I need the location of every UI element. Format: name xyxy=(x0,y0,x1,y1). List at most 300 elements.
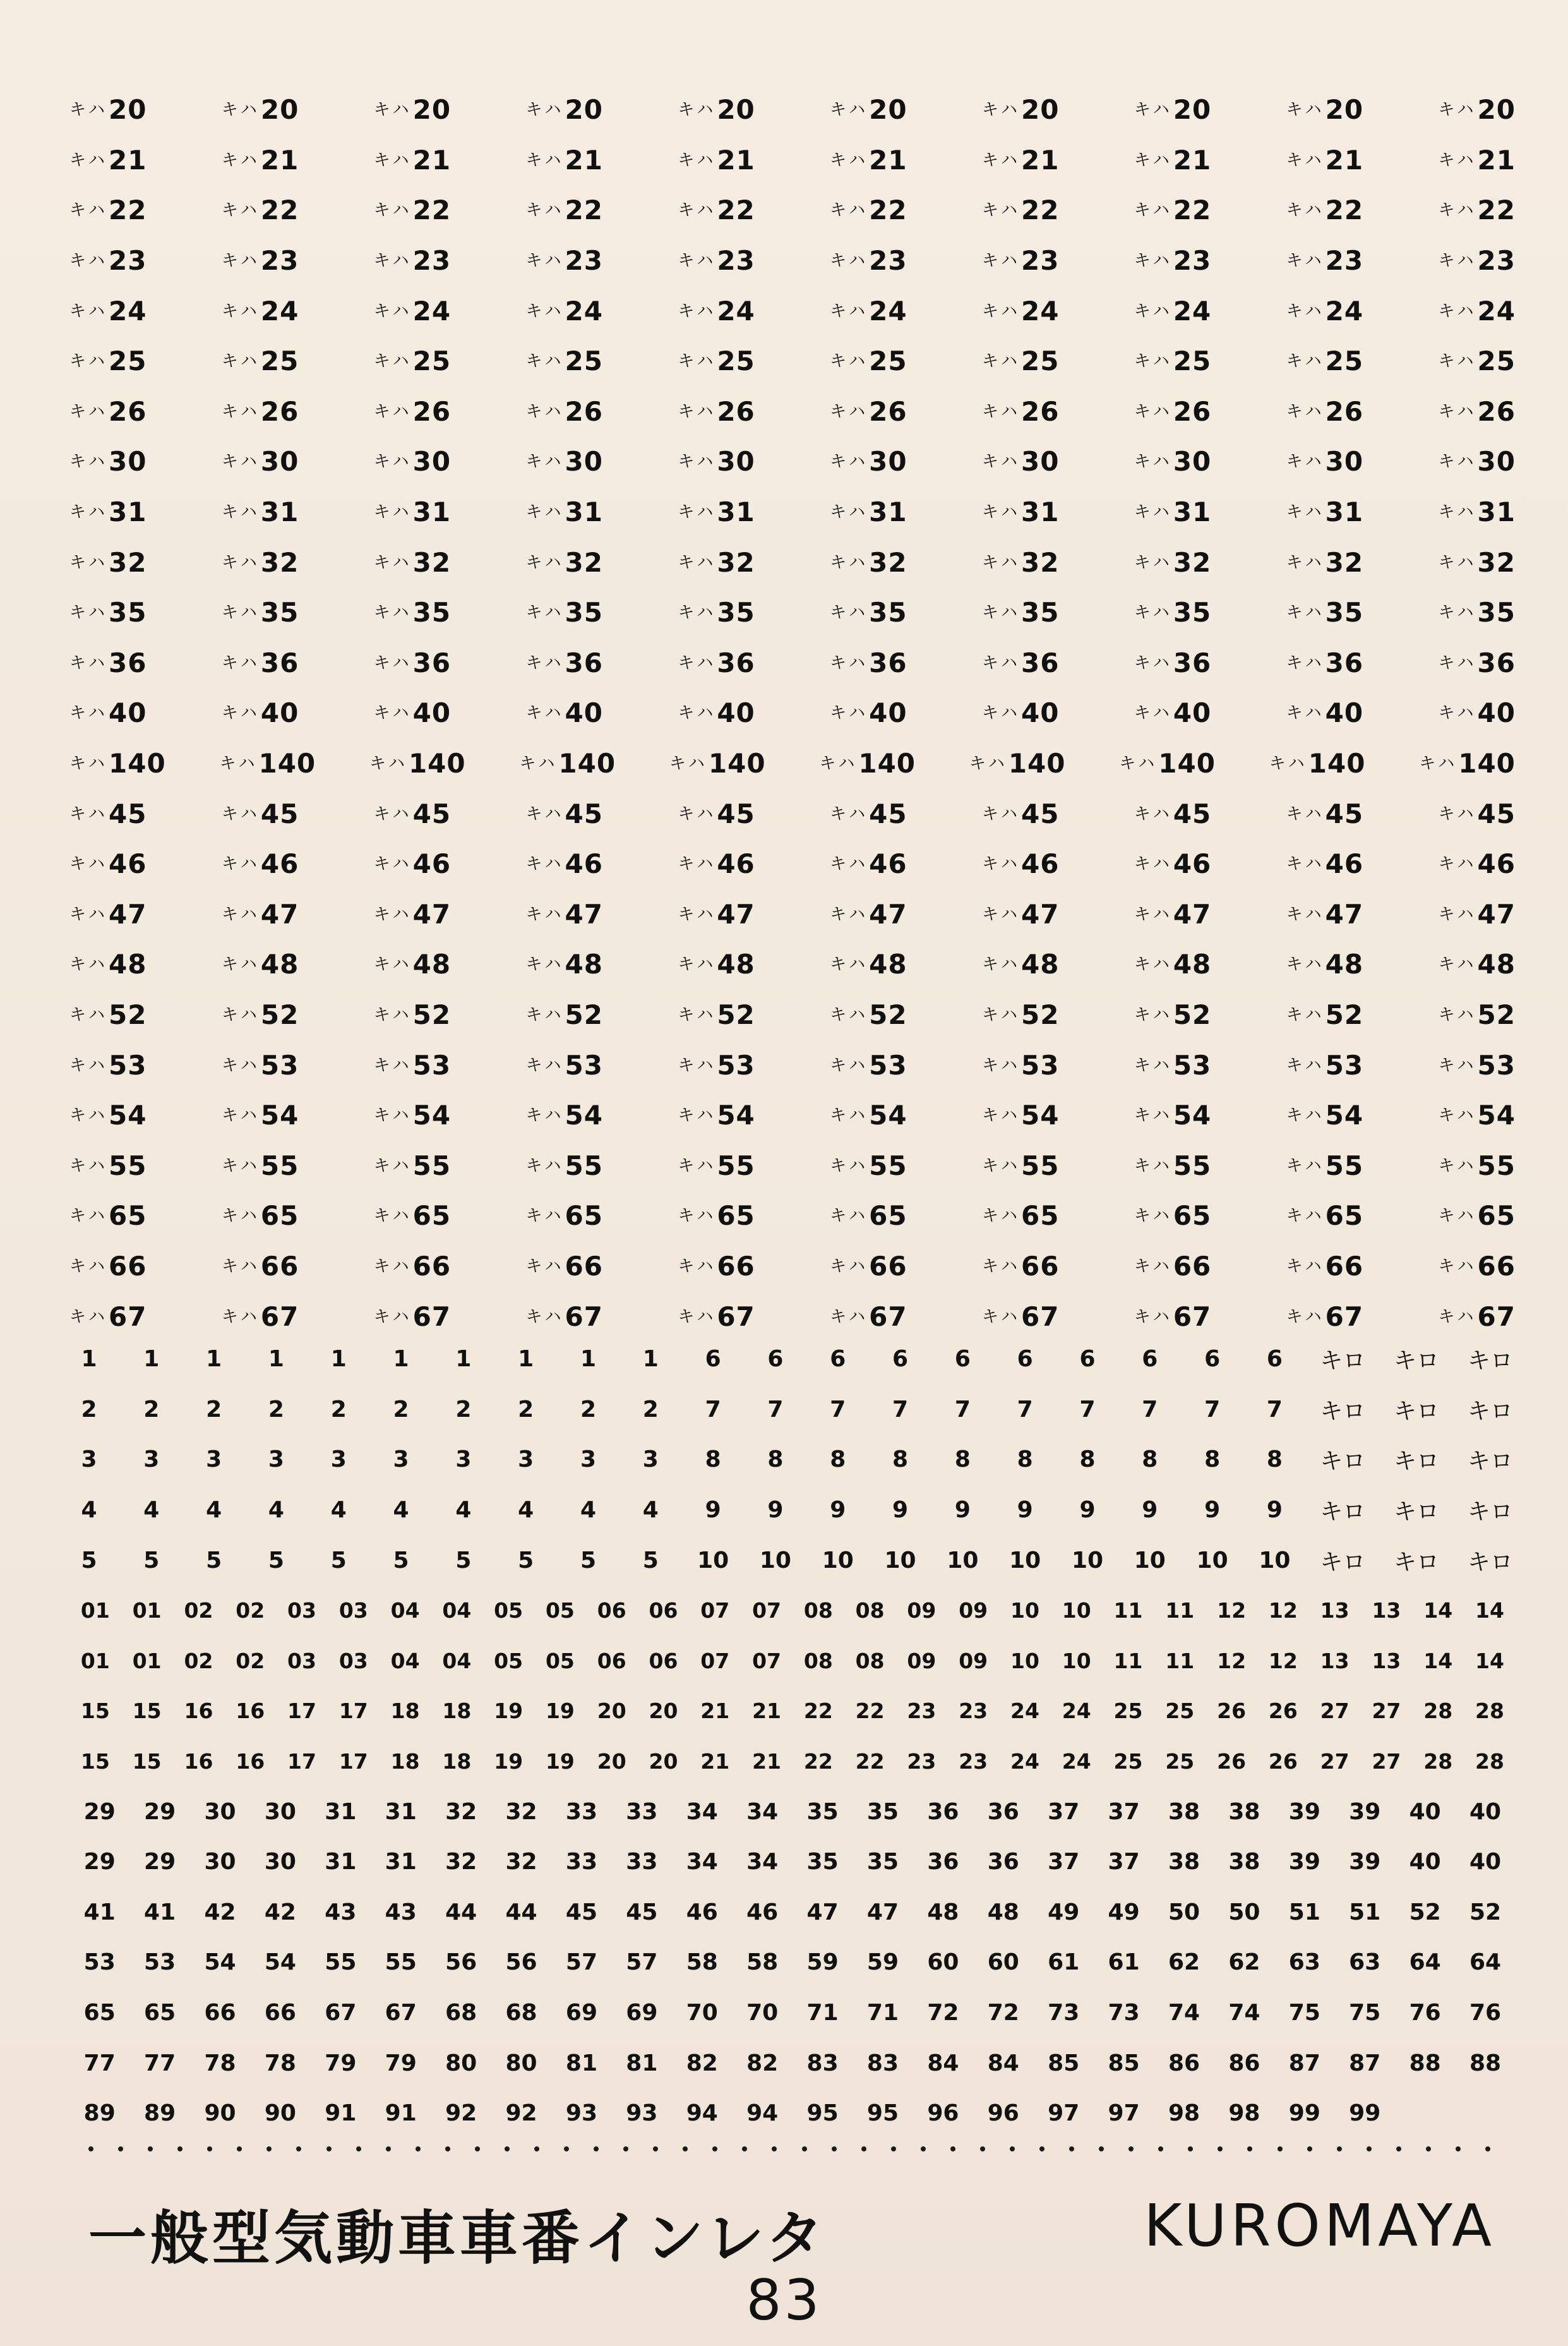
digit-decal: 5 xyxy=(393,1547,409,1573)
number-decal: 21 xyxy=(752,1749,782,1774)
number-decal: 41 xyxy=(83,1899,116,1925)
kiha-decal xyxy=(830,848,907,879)
kiha-model-number: 140 xyxy=(1458,748,1516,779)
kiha-prefix: キハ xyxy=(1134,553,1172,572)
kiha-model-number: 25 xyxy=(412,346,452,377)
kiha-decal xyxy=(1134,697,1211,728)
number-decal: 36 xyxy=(927,1849,959,1875)
number-decal: 68 xyxy=(505,2000,537,2026)
kiha-decal xyxy=(1286,195,1363,226)
kiha-prefix: キハ xyxy=(1286,150,1324,170)
number-decal: 50 xyxy=(1168,1899,1200,1925)
kiha-prefix: キハ xyxy=(525,251,564,271)
digit-decal: 6 xyxy=(1204,1346,1221,1373)
number-decal: 03 xyxy=(287,1598,316,1623)
number-decal: 75 xyxy=(1349,2000,1381,2026)
number-decal: 64 xyxy=(1469,1949,1502,1976)
kiha-prefix: キハ xyxy=(1438,100,1476,120)
kiha-decal xyxy=(1134,1251,1211,1282)
kiha-model-number: 35 xyxy=(412,597,452,629)
kiha-model-number: 55 xyxy=(1020,1150,1060,1181)
kiha-decal xyxy=(369,748,466,779)
kiha-model-number: 30 xyxy=(412,446,452,478)
kiha-row xyxy=(69,185,1516,236)
kiha-model-number: 31 xyxy=(1477,496,1516,528)
kiha-prefix: キハ xyxy=(221,603,260,623)
kiha-prefix: キハ xyxy=(830,1106,868,1126)
number-decal: 12 xyxy=(1268,1648,1298,1673)
number-decal: 39 xyxy=(1288,1798,1320,1825)
number-decal: 10 xyxy=(1062,1648,1091,1673)
kiha-prefix: キハ xyxy=(678,955,716,975)
kiha-prefix: キハ xyxy=(1438,955,1476,975)
kiha-prefix: キハ xyxy=(69,352,108,371)
number-decal: 77 xyxy=(144,2050,176,2076)
kiha-decal xyxy=(830,446,907,477)
number-decal: 26 xyxy=(1268,1749,1298,1774)
kiha-model-number: 140 xyxy=(109,748,166,779)
kiha-decal xyxy=(982,1251,1059,1282)
number-decal: 02 xyxy=(236,1598,265,1623)
kiha-model-number: 48 xyxy=(412,949,452,980)
kiha-decal xyxy=(830,296,907,327)
kiha-model-number: 23 xyxy=(412,245,452,277)
digit-decal: 3 xyxy=(580,1447,597,1473)
number-decal: 67 xyxy=(325,2000,357,2026)
number-decal: 20 xyxy=(597,1749,626,1774)
number-decal: 30 xyxy=(264,1798,296,1825)
number-decal: 29 xyxy=(144,1849,176,1875)
number-decal: 31 xyxy=(325,1798,357,1825)
digit-decal: 5 xyxy=(518,1547,534,1573)
kiha-decal xyxy=(982,496,1059,527)
kiha-prefix: キハ xyxy=(981,1307,1020,1326)
kiha-decal xyxy=(1286,446,1363,477)
digit-decal: 10 xyxy=(1009,1547,1041,1573)
digit-decal: 4 xyxy=(455,1497,472,1524)
number-decal: 96 xyxy=(927,2100,959,2127)
kiha-decal xyxy=(982,1301,1059,1332)
number-decal: 74 xyxy=(1168,2000,1200,2026)
separator-dot xyxy=(772,2146,777,2151)
kiha-decal xyxy=(1134,999,1211,1030)
single-digit-row xyxy=(69,1334,1516,1385)
single-digit-grid xyxy=(69,1334,1516,1585)
kiha-prefix: キハ xyxy=(678,100,716,120)
kiha-decal xyxy=(222,848,299,879)
digit-decal: 2 xyxy=(143,1396,160,1423)
kiha-decal xyxy=(525,1301,602,1332)
kiha-prefix: キハ xyxy=(373,150,412,170)
kiha-model-number: 30 xyxy=(1477,446,1516,478)
kiha-model-number: 32 xyxy=(412,546,452,578)
kiha-prefix: キハ xyxy=(373,402,412,421)
number-decal: 48 xyxy=(927,1899,959,1925)
kiha-prefix: キハ xyxy=(830,855,868,874)
number-decal: 30 xyxy=(204,1798,236,1825)
digit-decal: 10 xyxy=(697,1547,729,1573)
kiha-row xyxy=(69,788,1516,839)
kiha-decal xyxy=(982,245,1059,276)
kiha-decal xyxy=(1438,346,1515,376)
kiha-prefix: キハ xyxy=(373,905,412,924)
digit-decal: 5 xyxy=(580,1547,597,1573)
kiha-model-number: 140 xyxy=(558,748,616,779)
kiha-decal xyxy=(222,1150,299,1181)
kiha-prefix: キハ xyxy=(1438,1307,1476,1326)
kiha-model-number: 45 xyxy=(717,798,755,829)
digit-decal: 5 xyxy=(642,1547,659,1573)
number-decal: 25 xyxy=(1165,1699,1195,1724)
number-decal: 07 xyxy=(700,1598,730,1623)
kiha-model-number: 30 xyxy=(869,446,907,478)
kiha-model-number: 20 xyxy=(260,94,299,126)
kiha-decal xyxy=(69,195,147,226)
number-decal: 17 xyxy=(287,1749,316,1774)
kiha-prefix: キハ xyxy=(525,402,564,421)
kiha-model-number: 40 xyxy=(565,697,603,729)
kiha-decal xyxy=(830,1251,907,1282)
kiha-model-number: 53 xyxy=(109,1049,147,1081)
kiro-decal: キロ xyxy=(1467,1448,1513,1475)
kiha-model-number: 31 xyxy=(1173,496,1212,528)
kiha-model-number: 21 xyxy=(260,144,299,176)
kiha-prefix: キハ xyxy=(525,955,564,975)
kiha-decal xyxy=(374,346,451,376)
kiha-prefix: キハ xyxy=(669,754,707,774)
number-decal: 26 xyxy=(1217,1699,1247,1724)
kiha-model-number: 30 xyxy=(1173,446,1212,478)
number-decal: 77 xyxy=(83,2050,116,2076)
kiha-decal xyxy=(525,446,602,477)
number-decal: 32 xyxy=(505,1798,537,1825)
kiha-decal xyxy=(525,949,602,980)
kiha-model-number: 32 xyxy=(109,546,147,578)
kiha-model-number: 65 xyxy=(1325,1200,1364,1232)
kiha-decal xyxy=(1438,999,1515,1030)
kiha-decal xyxy=(222,245,299,276)
kiha-decal xyxy=(830,899,907,930)
digit-decal: 7 xyxy=(954,1396,971,1423)
kiha-model-number: 25 xyxy=(1173,346,1212,377)
kiha-decal xyxy=(1286,1050,1363,1081)
number-decal: 29 xyxy=(144,1798,176,1825)
number-decal: 15 xyxy=(80,1749,110,1774)
digit-decal: 2 xyxy=(330,1396,347,1423)
kiha-prefix: キハ xyxy=(221,905,260,924)
kiha-model-number: 22 xyxy=(565,195,603,226)
kiha-decal xyxy=(1438,145,1515,176)
kiha-decal xyxy=(374,899,451,930)
number-decal: 54 xyxy=(264,1949,296,1976)
number-decal: 04 xyxy=(390,1598,420,1623)
digit-decal: 10 xyxy=(1071,1547,1104,1573)
number-decal: 08 xyxy=(855,1598,885,1623)
kiha-model-number: 52 xyxy=(1020,999,1060,1030)
kiha-decal xyxy=(374,94,451,125)
kiha-model-number: 36 xyxy=(869,647,907,678)
kiha-decal xyxy=(374,1050,451,1081)
kiha-prefix: キハ xyxy=(1286,1206,1324,1226)
kiha-decal xyxy=(1134,1100,1211,1131)
kiha-decal xyxy=(1286,1251,1363,1282)
number-decal: 21 xyxy=(700,1699,730,1724)
number-decal: 11 xyxy=(1165,1598,1195,1623)
kiha-decal xyxy=(69,647,147,678)
kiha-decal xyxy=(982,949,1059,980)
number-decal: 33 xyxy=(626,1849,658,1875)
kiha-decal xyxy=(1134,396,1211,427)
kiha-prefix: キハ xyxy=(69,251,108,271)
digit-decal: 1 xyxy=(518,1346,534,1373)
kiha-model-number: 55 xyxy=(109,1150,147,1181)
number-decal: 12 xyxy=(1268,1598,1298,1623)
number-decal: 39 xyxy=(1288,1849,1320,1875)
number-decal: 28 xyxy=(1423,1749,1453,1774)
number-decal: 34 xyxy=(746,1849,779,1875)
number-decal: 44 xyxy=(445,1899,477,1925)
kiha-model-number: 32 xyxy=(717,546,755,578)
kiha-decal xyxy=(678,999,755,1030)
kiha-model-number: 20 xyxy=(1325,94,1364,126)
kiha-prefix: キハ xyxy=(221,452,260,472)
number-decal: 39 xyxy=(1349,1798,1381,1825)
number-decal: 33 xyxy=(565,1798,597,1825)
kiha-model-number: 66 xyxy=(1020,1250,1060,1282)
kiha-decal xyxy=(374,195,451,226)
digit-decal: 5 xyxy=(330,1547,347,1573)
kiha-prefix: キハ xyxy=(373,603,412,623)
number-decal: 03 xyxy=(338,1648,368,1673)
kiha-prefix: キハ xyxy=(1134,251,1172,271)
kiha-row xyxy=(69,537,1516,587)
kiha-row xyxy=(69,839,1516,889)
kiha-model-number: 65 xyxy=(1477,1200,1516,1232)
kiha-prefix: キハ xyxy=(678,804,716,824)
kiha-model-number: 26 xyxy=(1477,395,1516,427)
number-decal: 66 xyxy=(264,2000,296,2026)
kiha-decal xyxy=(669,748,766,779)
kiha-prefix: キハ xyxy=(219,754,258,774)
number-decal: 80 xyxy=(505,2050,537,2076)
kiha-decal xyxy=(374,547,451,578)
kiha-model-number: 23 xyxy=(717,245,755,277)
number-decal: 20 xyxy=(649,1699,678,1724)
kiha-decal xyxy=(969,748,1066,779)
kiha-decal xyxy=(678,346,755,376)
kiha-model-number: 52 xyxy=(109,999,147,1030)
kiha-model-number: 65 xyxy=(869,1200,907,1232)
number-decal: 25 xyxy=(1113,1749,1143,1774)
digit-decal: 10 xyxy=(1134,1547,1166,1573)
digit-decal: 3 xyxy=(81,1447,97,1473)
brand-name: KUROMAYA xyxy=(1144,2192,1495,2259)
kiha-model-number: 20 xyxy=(412,94,452,126)
kiha-prefix: キハ xyxy=(1286,1156,1324,1176)
number-decal: 78 xyxy=(264,2050,296,2076)
digit-decal: 7 xyxy=(767,1396,784,1423)
kiha-prefix: キハ xyxy=(69,503,108,522)
number-decal: 35 xyxy=(806,1849,839,1875)
kiha-prefix: キハ xyxy=(69,804,108,824)
single-digit-row xyxy=(69,1435,1516,1485)
kiha-decal xyxy=(1286,1301,1363,1332)
kiha-decal xyxy=(678,245,755,276)
kiha-model-number: 36 xyxy=(1325,647,1364,678)
kiha-prefix: キハ xyxy=(678,1106,716,1126)
kiha-model-number: 54 xyxy=(260,1100,299,1131)
kiha-prefix: キハ xyxy=(525,603,564,623)
number-decal: 85 xyxy=(1048,2050,1080,2076)
kiha-model-number: 24 xyxy=(869,295,907,327)
kiha-decal xyxy=(1438,1150,1515,1181)
kiha-prefix: キハ xyxy=(1134,704,1172,723)
kiha-decal xyxy=(1119,748,1216,779)
kiro-decal: キロ xyxy=(1394,1549,1440,1575)
kiha-prefix: キハ xyxy=(69,704,108,723)
kiha-model-number: 45 xyxy=(260,798,299,829)
digit-decal: 7 xyxy=(1017,1396,1033,1423)
kiha-prefix: キハ xyxy=(678,553,716,572)
separator-dot xyxy=(207,2146,212,2151)
kiha-model-number: 40 xyxy=(717,697,755,729)
separator-dot xyxy=(177,2146,183,2151)
number-decal: 70 xyxy=(746,2000,779,2026)
kiha-prefix: キハ xyxy=(69,1156,108,1176)
kiha-model-number: 46 xyxy=(1477,848,1516,880)
kiha-prefix: キハ xyxy=(525,1005,564,1025)
separator-dot xyxy=(653,2146,658,2151)
number-decal: 59 xyxy=(806,1949,839,1976)
kiha-prefix: キハ xyxy=(678,503,716,522)
number-decal: 20 xyxy=(649,1749,678,1774)
kiha-row xyxy=(69,638,1516,689)
kiha-model-number: 45 xyxy=(1477,798,1516,829)
number-decal: 07 xyxy=(700,1648,730,1673)
kiha-prefix: キハ xyxy=(221,1106,260,1126)
kiha-prefix: キハ xyxy=(373,1056,412,1075)
digit-decal: 5 xyxy=(268,1547,284,1573)
digit-decal: 9 xyxy=(1079,1497,1096,1524)
kiha-model-number: 47 xyxy=(260,898,299,930)
separator-dot xyxy=(1128,2146,1134,2151)
kiro-decal: キロ xyxy=(1320,1348,1366,1375)
kiha-prefix: キハ xyxy=(981,905,1020,924)
number-decal: 65 xyxy=(144,2000,176,2026)
kiha-model-number: 23 xyxy=(1325,245,1364,277)
number-decal: 76 xyxy=(1409,2000,1441,2026)
number-decal: 17 xyxy=(338,1699,368,1724)
kiha-decal xyxy=(819,748,916,779)
kiha-prefix: キハ xyxy=(981,352,1020,371)
separator-dot xyxy=(1069,2146,1074,2151)
kiha-decal xyxy=(1134,1150,1211,1181)
digit-decal: 7 xyxy=(830,1396,846,1423)
kiha-prefix: キハ xyxy=(830,905,868,924)
kiha-decal xyxy=(1438,949,1515,980)
kiha-model-number: 20 xyxy=(717,94,755,126)
number-decal: 39 xyxy=(1349,1849,1381,1875)
number-pair-row xyxy=(69,1786,1516,1837)
kiha-decal xyxy=(525,1100,602,1131)
kiha-model-number: 35 xyxy=(260,597,299,629)
kiha-decal xyxy=(982,346,1059,376)
kiha-prefix: キハ xyxy=(1286,1056,1324,1075)
kiha-model-number: 45 xyxy=(565,798,603,829)
number-decal: 35 xyxy=(866,1849,899,1875)
number-decal: 01 xyxy=(132,1598,162,1623)
kiro-decal: キロ xyxy=(1320,1398,1366,1424)
kiha-prefix: キハ xyxy=(1134,100,1172,120)
kiha-prefix: キハ xyxy=(525,352,564,371)
kiha-decal xyxy=(222,296,299,327)
kiha-model-number: 24 xyxy=(1020,295,1060,327)
kiha-model-number: 36 xyxy=(1173,647,1212,678)
kiro-decal: キロ xyxy=(1467,1398,1513,1424)
kiha-model-number: 32 xyxy=(260,546,299,578)
kiha-prefix: キハ xyxy=(1286,1307,1324,1326)
kiha-model-number: 45 xyxy=(869,798,907,829)
kiha-decal xyxy=(1286,697,1363,728)
digit-decal: 6 xyxy=(892,1346,909,1373)
kiha-decal xyxy=(830,346,907,376)
kiha-prefix: キハ xyxy=(525,452,564,472)
number-decal: 45 xyxy=(565,1899,597,1925)
number-decal: 05 xyxy=(494,1598,524,1623)
number-decal: 46 xyxy=(746,1899,779,1925)
number-decal: 46 xyxy=(686,1899,718,1925)
kiha-decal xyxy=(678,697,755,728)
number-decal: 23 xyxy=(959,1699,988,1724)
number-decal: 97 xyxy=(1048,2100,1080,2127)
separator-dot xyxy=(1188,2146,1193,2151)
kiha-model-number: 54 xyxy=(412,1100,452,1131)
kiha-prefix: キハ xyxy=(525,503,564,522)
kiha-decal xyxy=(69,245,147,276)
number-decal: 16 xyxy=(236,1699,265,1724)
kiha-prefix: キハ xyxy=(1286,503,1324,522)
kiha-prefix: キハ xyxy=(69,452,108,472)
kiha-model-number: 20 xyxy=(565,94,603,126)
separator-dot xyxy=(445,2146,450,2151)
kiha-prefix: キハ xyxy=(1438,301,1476,321)
kiha-number-grid xyxy=(69,85,1516,1342)
kiha-decal xyxy=(374,949,451,980)
kiro-decal: キロ xyxy=(1467,1499,1513,1525)
kiha-model-number: 52 xyxy=(1325,999,1364,1030)
kiha-model-number: 30 xyxy=(1325,446,1364,478)
kiha-decal xyxy=(1438,1050,1515,1081)
kiha-prefix: キハ xyxy=(69,100,108,120)
separator-dot xyxy=(1307,2146,1312,2151)
kiha-model-number: 36 xyxy=(1477,647,1516,678)
kiha-prefix: キハ xyxy=(1134,905,1172,924)
number-decal: 24 xyxy=(1010,1749,1039,1774)
separator-dot xyxy=(683,2146,688,2151)
number-pair-row xyxy=(69,1988,1516,2038)
kiha-prefix: キハ xyxy=(981,1056,1020,1075)
digit-decal: 7 xyxy=(892,1396,909,1423)
kiha-prefix: キハ xyxy=(981,150,1020,170)
kiha-model-number: 20 xyxy=(109,94,147,126)
kiha-decal xyxy=(69,1301,147,1332)
kiha-model-number: 47 xyxy=(565,898,603,930)
number-decal: 01 xyxy=(132,1648,162,1673)
kiha-prefix: キハ xyxy=(1438,653,1476,673)
number-decal: 29 xyxy=(83,1798,116,1825)
separator-dot xyxy=(356,2146,361,2151)
kiha-prefix: キハ xyxy=(981,1206,1020,1226)
